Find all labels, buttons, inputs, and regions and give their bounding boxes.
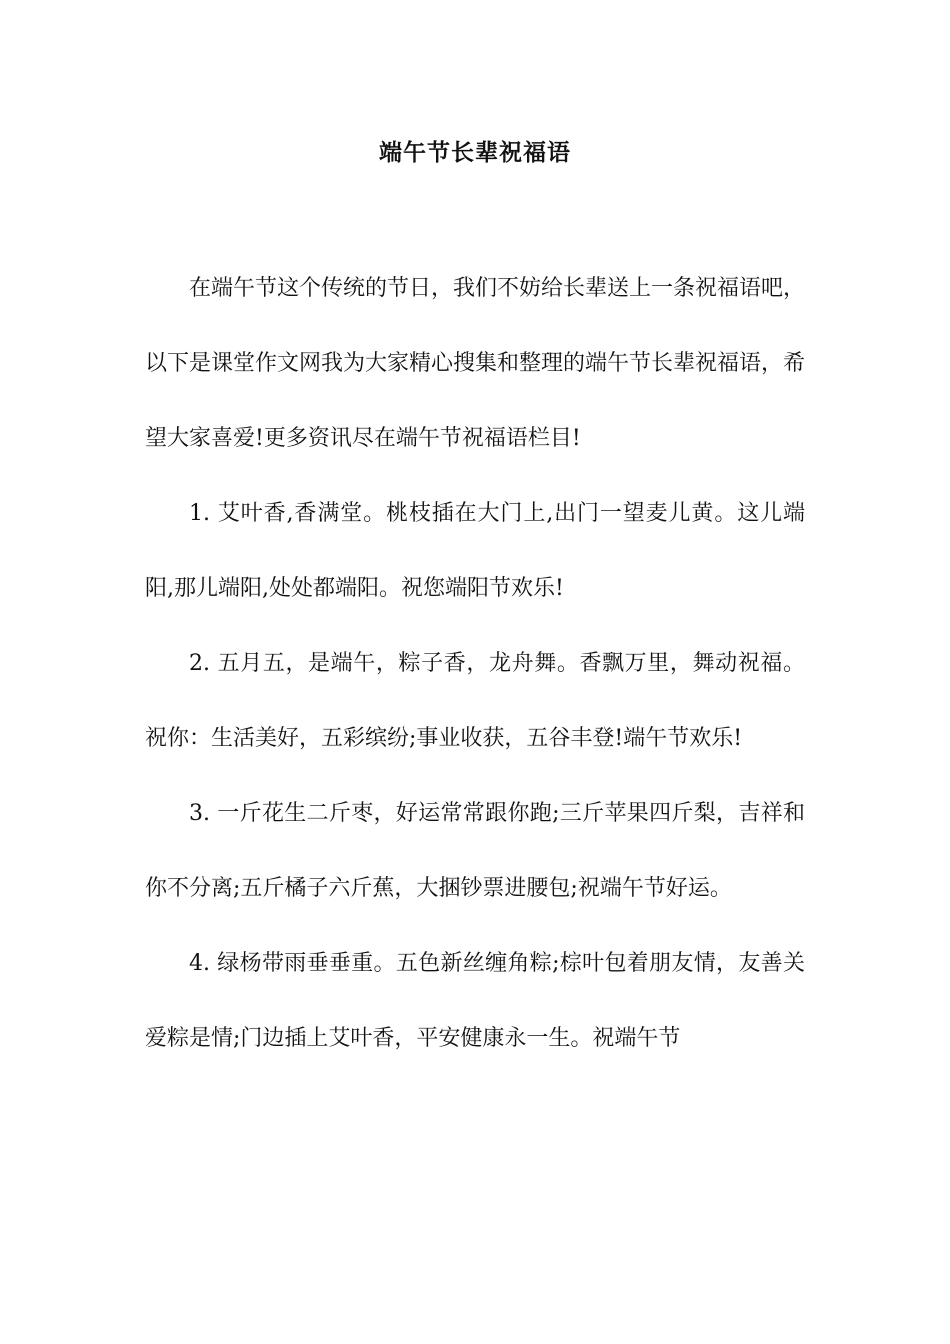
document-body: [145, 251, 805, 1076]
wish-paragraph-3: 3. 一斤花生二斤枣，好运常常跟你跑;三斤苹果四斤梨，吉祥和你不分离;五斤橘子六斤蕉，大捆钞票进腰包;祝端午节好运。: [145, 801, 805, 901]
wish-paragraph-1: 1. 艾叶香,香满堂。桃枝插在大门上,出门一望麦儿黄。这儿端阳,那儿端阳,处处都端阳。祝您端阳节欢乐!: [145, 501, 805, 601]
document-title: 端午节长辈祝福语: [379, 139, 571, 166]
intro-paragraph: 在端午节这个传统的节日，我们不妨给长辈送上一条祝福语吧，以下是课堂作文网我为大家精心搜集和整理的端午节长辈祝福语，希望大家喜爱!更多资讯尽在端午节祝福语栏目!: [145, 276, 806, 451]
wish-paragraph-2: 2. 五月五，是端午，粽子香，龙舟舞。香飘万里，舞动祝福。祝你：生活美好，五彩缤纷;事业收获，五谷丰登!端午节欢乐!: [145, 651, 805, 751]
wish-paragraph-4: 4. 绿杨带雨垂垂重。五色新丝缠角粽;棕叶包着朋友情，友善关爱粽是情;门边插上艾叶香，平安健康永一生。祝端午节: [145, 951, 805, 1051]
